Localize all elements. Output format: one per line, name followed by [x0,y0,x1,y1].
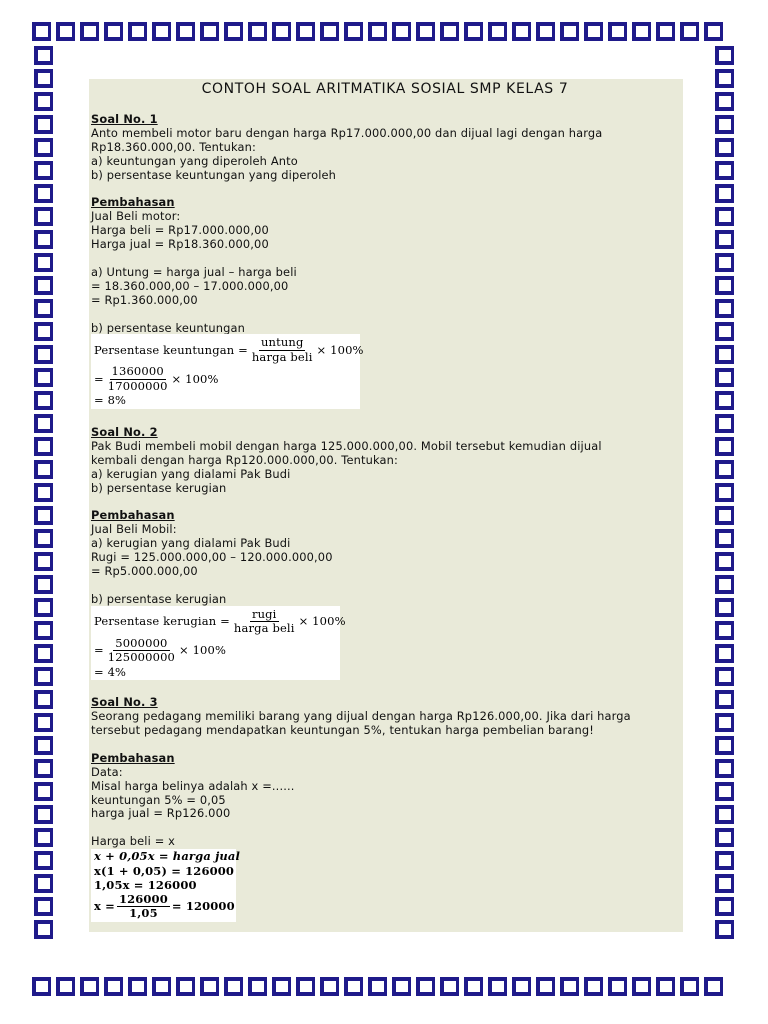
border-square [34,736,53,755]
document-content [91,80,679,922]
border-square [34,46,53,65]
border-square [34,897,53,916]
decorative-border-left [32,44,56,941]
border-square [715,828,734,847]
step-numerator: 1360000 [111,364,164,379]
border-square [656,977,675,996]
soal-1-heading: Soal No. 1 [91,112,158,126]
soal-1-section [91,113,679,409]
border-square [224,977,243,996]
border-square [34,805,53,824]
border-square [34,483,53,502]
decorative-border-right [713,44,737,941]
border-square [152,22,171,41]
border-square [34,759,53,778]
pembahasan-2-line: Jual Beli Mobil: [91,522,177,537]
persentase-kerugian-formula [91,606,346,681]
pembahasan-1-heading: Pembahasan [91,195,175,210]
soal-1-line: Rp18.360.000,00. Tentukan: [91,139,256,154]
soal-1-line: Anto membeli motor baru dengan harga Rp17.000.000,00 dan dijual lagi dengan harga [91,125,603,140]
step-denominator: 125000000 [107,650,175,665]
border-square [34,184,53,203]
border-square [34,414,53,433]
border-square [200,977,219,996]
pembahasan-2-heading: Pembahasan [91,508,175,523]
border-square [680,977,699,996]
border-square [680,22,699,41]
border-square [34,552,53,571]
border-square [464,22,483,41]
formula-equals: = [94,642,104,657]
formula-equals: = [94,371,104,386]
border-square [34,437,53,456]
border-square [34,920,53,939]
soal-1-line: b) persentase keuntungan yang diperoleh [91,167,337,182]
border-square [34,690,53,709]
formula-rhs: = 120000 [171,898,235,913]
soal-2-line: a) kerugian yang dialami Pak Budi [91,466,291,481]
border-square [715,644,734,663]
pembahasan-1-line: Jual Beli motor: [91,209,181,224]
border-square [80,22,99,41]
formula-result: = 8% [94,393,127,408]
border-square [715,230,734,249]
border-square [715,184,734,203]
border-square [608,22,627,41]
formula-lhs: x = [94,898,115,913]
soal-3-line: tersebut pedagang mendapatkan keuntungan 5%, tentukan harga pembelian barang! [91,723,594,738]
border-square [440,977,459,996]
border-square [512,977,531,996]
soal-3-section [91,696,679,921]
step-denominator: 17000000 [107,378,168,393]
pembahasan-1-line: Harga jual = Rp18.360.000,00 [91,237,269,252]
border-square [34,782,53,801]
border-square [56,22,75,41]
border-square [34,207,53,226]
border-square [715,437,734,456]
untung-line: = 18.360.000,00 – 17.000.000,00 [91,278,289,293]
formula-line: x(1 + 0,05) = 126000 [94,863,235,878]
border-square [34,874,53,893]
border-square [715,253,734,272]
border-square [34,253,53,272]
border-square [34,621,53,640]
untung-line: a) Untung = harga jual – harga beli [91,264,297,279]
border-square [715,322,734,341]
border-square [34,230,53,249]
fraction-numerator: rugi [251,606,277,621]
border-square [320,22,339,41]
formula-line: x + 0,05x = harga jual [94,849,241,864]
border-square [715,713,734,732]
border-square [320,977,339,996]
border-square [34,391,53,410]
border-square [104,977,123,996]
pembahasan-3-line: harga jual = Rp126.000 [91,806,231,821]
step-numerator: 5000000 [115,635,168,650]
harga-beli-label: Harga beli = x [91,834,176,849]
border-square [715,69,734,88]
border-square [34,92,53,111]
fraction-numerator: untung [260,335,304,350]
border-square [715,667,734,686]
persentase-keuntungan-formula [91,334,364,409]
border-square [34,644,53,663]
formula-step-fraction [106,366,170,392]
formula-fraction [117,891,170,921]
border-square [80,977,99,996]
formula-fraction [232,606,297,636]
border-square [416,22,435,41]
border-square [584,977,603,996]
fraction-denominator: harga beli [251,349,313,364]
fraction-denominator: harga beli [233,621,295,636]
border-square [152,977,171,996]
pembahasan-2-line: = Rp5.000.000,00 [91,564,198,578]
border-square [464,977,483,996]
border-square [296,22,315,41]
soal-1-line: a) keuntungan yang diperoleh Anto [91,153,298,168]
fraction-denominator: 1,05 [129,906,158,921]
border-square [272,22,291,41]
border-square [488,977,507,996]
border-square [584,22,603,41]
pembahasan-3-line: Misal harga belinya adalah x =...... [91,778,295,793]
border-square [34,713,53,732]
border-square [704,22,723,41]
border-square [248,977,267,996]
border-square [392,22,411,41]
pembahasan-3-line: keuntungan 5% = 0,05 [91,792,226,807]
formula-fraction [250,337,315,363]
border-square [715,690,734,709]
border-square [176,22,195,41]
formula-step-fraction [106,635,177,665]
formula-multiplier: × 100% [298,613,346,628]
border-square [608,977,627,996]
pembahasan-1-line: Harga beli = Rp17.000.000,00 [91,223,269,238]
border-square [560,977,579,996]
soal-2-section [91,426,679,680]
border-square [34,299,53,318]
border-square [34,276,53,295]
border-square [32,22,51,41]
border-square [56,977,75,996]
page-title: CONTOH SOAL ARITMATIKA SOSIAL SMP KELAS 7 [201,81,569,97]
formula-lhs: Persentase kerugian = [94,613,230,628]
border-square [715,552,734,571]
border-square [440,22,459,41]
border-square [715,874,734,893]
soal-2-line: Pak Budi membeli mobil dengan harga 125.000.000,00. Mobil tersebut kemudian dijual [91,438,602,453]
border-square [715,805,734,824]
border-square [715,759,734,778]
border-square [715,897,734,916]
border-square [715,920,734,939]
step-multiplier: × 100% [179,642,227,657]
border-square [248,22,267,41]
soal-3-line: Seorang pedagang memiliki barang yang dijual dengan harga Rp126.000,00. Jika dari harga [91,709,631,724]
border-square [715,575,734,594]
border-square [704,977,723,996]
border-square [536,977,555,996]
border-square [632,22,651,41]
border-square [176,977,195,996]
border-square [715,460,734,479]
pembahasan-3-line: Data: [91,764,123,779]
pembahasan-2-line: a) kerugian yang dialami Pak Budi [91,536,291,551]
border-square [344,977,363,996]
border-square [715,851,734,870]
border-square [34,460,53,479]
border-square [715,207,734,226]
border-square [488,22,507,41]
border-square [32,977,51,996]
border-square [715,161,734,180]
border-square [715,46,734,65]
persentase-keuntungan-label: b) persentase keuntungan [91,320,245,335]
soal-2-line: b) persentase kerugian [91,480,227,495]
border-square [344,22,363,41]
soal-3-heading: Soal No. 3 [91,695,158,710]
border-square [715,391,734,410]
border-square [128,977,147,996]
persentase-kerugian-label: b) persentase kerugian [91,591,227,606]
border-square [224,22,243,41]
border-square [715,92,734,111]
fraction-numerator: 126000 [118,891,168,906]
border-square [34,506,53,525]
border-square [392,977,411,996]
decorative-border-top [30,20,726,43]
border-square [715,736,734,755]
border-square [715,414,734,433]
border-square [715,506,734,525]
border-square [656,22,675,41]
border-square [715,529,734,548]
border-square [296,977,315,996]
border-square [34,529,53,548]
border-square [715,299,734,318]
border-square [34,69,53,88]
formula-result: = 4% [94,664,127,679]
pembahasan-3-heading: Pembahasan [91,750,175,765]
formula-lhs: Persentase keuntungan = [94,342,248,357]
border-square [34,828,53,847]
border-square [715,782,734,801]
border-square [416,977,435,996]
border-square [34,138,53,157]
harga-beli-formula [91,849,241,922]
border-square [34,575,53,594]
border-square [715,621,734,640]
pembahasan-2-line: Rugi = 125.000.000,00 – 120.000.000,00 [91,550,333,565]
border-square [715,138,734,157]
border-square [715,483,734,502]
soal-2-line: kembali dengan harga Rp120.000.000,00. Tentukan: [91,452,399,467]
border-square [34,345,53,364]
untung-line: = Rp1.360.000,00 [91,292,198,307]
border-square [34,115,53,134]
border-square [34,322,53,341]
border-square [715,368,734,387]
border-square [34,161,53,180]
border-square [368,977,387,996]
border-square [560,22,579,41]
border-square [715,598,734,617]
border-square [34,851,53,870]
border-square [512,22,531,41]
border-square [368,22,387,41]
formula-line: 1,05x = 126000 [94,878,197,893]
border-square [715,115,734,134]
border-square [272,977,291,996]
border-square [34,368,53,387]
border-square [34,598,53,617]
border-square [200,22,219,41]
step-multiplier: × 100% [171,371,219,386]
border-square [715,345,734,364]
soal-2-heading: Soal No. 2 [91,424,158,439]
border-square [34,667,53,686]
border-square [632,977,651,996]
border-square [104,22,123,41]
border-square [536,22,555,41]
border-square [715,276,734,295]
border-square [128,22,147,41]
formula-multiplier: × 100% [316,342,364,357]
decorative-border-bottom [30,975,726,998]
